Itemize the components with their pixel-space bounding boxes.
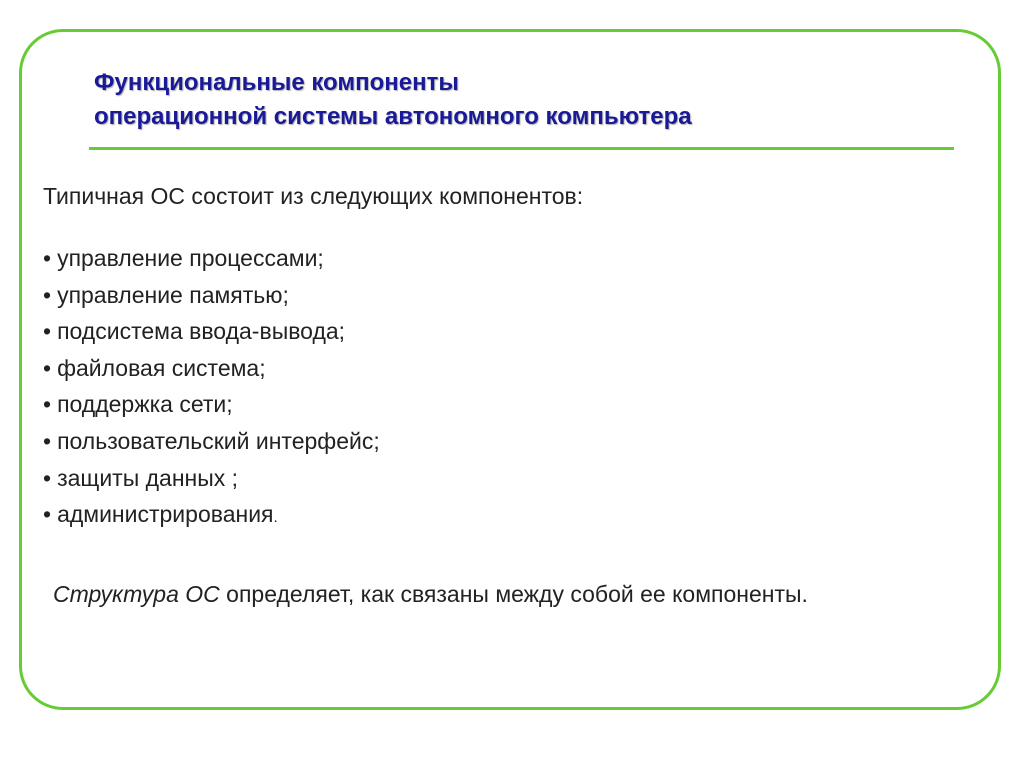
bullet-dot: •: [43, 391, 52, 418]
list-item: [43, 277, 380, 314]
title-line-1: Функциональные компоненты: [94, 69, 459, 96]
bullet-dot: •: [43, 427, 52, 454]
list-item: [43, 240, 380, 277]
list-item: [43, 496, 380, 537]
list-item: [43, 350, 380, 387]
list-item-text: пользовательский интерфейс;: [57, 427, 380, 454]
bullet-dot: •: [43, 464, 52, 491]
slide-title: [94, 66, 692, 134]
list-item-text: администрирования: [57, 501, 274, 528]
list-item: [43, 386, 380, 423]
bullet-dot: •: [43, 318, 52, 345]
title-line-2: [94, 100, 692, 134]
list-item-text: управление процессами;: [57, 245, 324, 271]
structure-term: Структура ОС: [53, 581, 220, 607]
structure-paragraph: [43, 577, 943, 611]
bullet-dot: •: [43, 354, 52, 381]
bullet-dot: •: [43, 501, 52, 528]
title-line-2-part-1: операционной системы: [94, 103, 379, 130]
structure-definition: определяет, как связаны между собой ее компоненты.: [219, 581, 808, 607]
list-item-text: поддержка сети;: [57, 391, 233, 418]
list-item-text: защиты данных ;: [57, 464, 239, 491]
list-item-text: управление памятью;: [57, 281, 289, 308]
list-item: [43, 313, 380, 350]
list-item: [43, 423, 380, 460]
component-list: [43, 240, 380, 537]
intro-text: Типичная ОС состоит из следующих компонентов:: [43, 183, 584, 209]
bullet-dot: •: [43, 245, 52, 271]
list-item-text: подсистема ввода-вывода;: [57, 318, 346, 345]
title-underline: [89, 147, 954, 150]
list-item-text: файловая система;: [57, 354, 266, 381]
list-item: [43, 460, 380, 497]
bullet-dot: •: [43, 281, 52, 308]
list-item-period: .: [273, 509, 278, 527]
title-line-2-part-2: автономного компьютера: [378, 103, 692, 130]
